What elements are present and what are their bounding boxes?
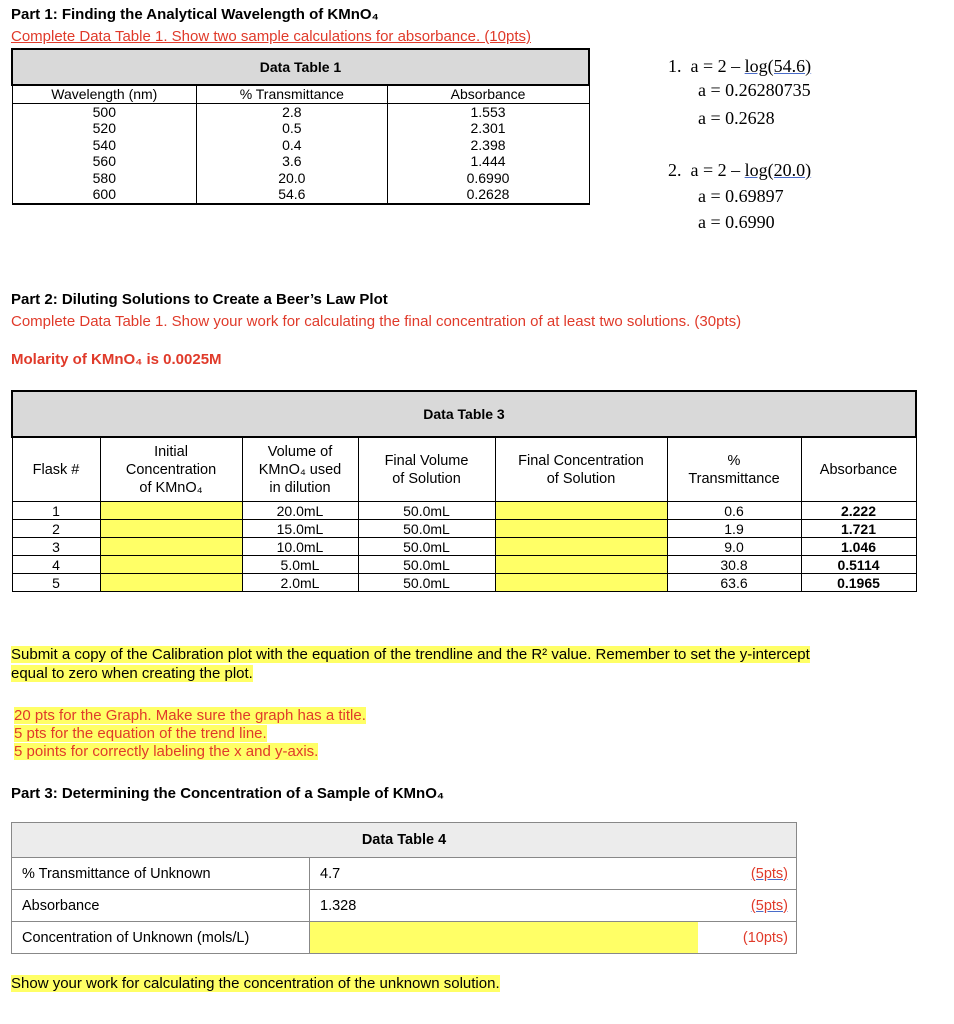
table-row bbox=[12, 538, 916, 556]
final-conc-input[interactable] bbox=[495, 574, 667, 592]
table1-cell: 0.4 bbox=[197, 137, 387, 154]
part1-heading: Part 1: Finding the Analytical Wavelength of KMnO₄ bbox=[11, 6, 379, 23]
initial-conc-input[interactable] bbox=[100, 520, 242, 538]
table-row bbox=[12, 502, 916, 520]
table-row bbox=[12, 137, 589, 154]
table3-header-final-conc: Final Concentration of Solution bbox=[495, 437, 667, 502]
table1-cell: 1.444 bbox=[387, 153, 589, 170]
unknown-concentration-input[interactable] bbox=[310, 922, 699, 954]
table4-points: (10pts) bbox=[698, 922, 797, 954]
sample-calculation-1 bbox=[668, 54, 811, 130]
table1-cell: 540 bbox=[12, 137, 197, 154]
submit-line-1: Submit a copy of the Calibration plot with the equation of the trendline and the R² value. Remember to set the y-intercept bbox=[11, 646, 810, 663]
data-table-1 bbox=[11, 48, 590, 205]
absorbance-cell: 2.222 bbox=[801, 502, 916, 520]
final-conc-input[interactable] bbox=[495, 502, 667, 520]
grading-points bbox=[14, 707, 366, 761]
molarity-note: Molarity of KMnO₄ is 0.0025M bbox=[11, 351, 222, 368]
table-row bbox=[12, 103, 589, 120]
table-row bbox=[12, 890, 797, 922]
table-row bbox=[12, 170, 589, 187]
absorbance-cell: 0.5114 bbox=[801, 556, 916, 574]
calc2-line3: a = 0.6990 bbox=[698, 212, 775, 232]
initial-conc-input[interactable] bbox=[100, 556, 242, 574]
table-row bbox=[12, 574, 916, 592]
table3-header-volume: Volume of KMnO₄ used in dilution bbox=[242, 437, 358, 502]
calc1-line2: a = 0.26280735 bbox=[698, 80, 811, 100]
table4-points: (5pts) bbox=[698, 890, 797, 922]
table4-label: Absorbance bbox=[12, 890, 310, 922]
table-row bbox=[12, 153, 589, 170]
table1-title: Data Table 1 bbox=[12, 49, 589, 85]
final-conc-input[interactable] bbox=[495, 520, 667, 538]
sample-calculation-2 bbox=[668, 158, 811, 234]
initial-conc-input[interactable] bbox=[100, 538, 242, 556]
final-volume-cell: 50.0mL bbox=[358, 556, 495, 574]
table4-points: (5pts) bbox=[698, 858, 797, 890]
table1-cell: 560 bbox=[12, 153, 197, 170]
table-row bbox=[12, 858, 797, 890]
flask-number: 3 bbox=[12, 538, 100, 556]
show-work-instruction bbox=[11, 975, 500, 992]
calc1-line1-prefix: a = 2 – bbox=[690, 56, 745, 76]
table-row bbox=[12, 922, 797, 954]
calc2-line2: a = 0.69897 bbox=[698, 186, 784, 206]
part3-heading: Part 3: Determining the Concentration of a Sample of KMnO₄ bbox=[11, 785, 445, 802]
table3-header-final-volume: Final Volume of Solution bbox=[358, 437, 495, 502]
table1-cell: 0.5 bbox=[197, 120, 387, 137]
table1-cell: 600 bbox=[12, 186, 197, 204]
submit-plot-instruction bbox=[11, 645, 941, 683]
calc2-line1-prefix: a = 2 – bbox=[690, 160, 745, 180]
volume-cell: 5.0mL bbox=[242, 556, 358, 574]
table1-header-wavelength: Wavelength (nm) bbox=[12, 85, 197, 103]
table-row bbox=[12, 520, 916, 538]
transmittance-cell: 0.6 bbox=[667, 502, 801, 520]
table3-title: Data Table 3 bbox=[12, 391, 916, 437]
flask-number: 2 bbox=[12, 520, 100, 538]
calc1-line3: a = 0.2628 bbox=[698, 108, 775, 128]
calc1-number: 1. bbox=[668, 56, 682, 76]
table4-value[interactable]: 4.7 bbox=[310, 858, 699, 890]
calc1-log: log(54.6) bbox=[744, 56, 812, 76]
grading-point: 20 pts for the Graph. Make sure the graph has a title. bbox=[14, 707, 366, 724]
table1-cell: 1.553 bbox=[387, 103, 589, 120]
flask-number: 5 bbox=[12, 574, 100, 592]
table1-header-absorbance: Absorbance bbox=[387, 85, 589, 103]
flask-number: 4 bbox=[12, 556, 100, 574]
data-table-4 bbox=[11, 822, 797, 954]
table3-header-initial-conc: Initial Concentration of KMnO₄ bbox=[100, 437, 242, 502]
calc2-number: 2. bbox=[668, 160, 682, 180]
transmittance-cell: 9.0 bbox=[667, 538, 801, 556]
initial-conc-input[interactable] bbox=[100, 574, 242, 592]
final-conc-input[interactable] bbox=[495, 538, 667, 556]
final-volume-cell: 50.0mL bbox=[358, 574, 495, 592]
table1-header-transmittance: % Transmittance bbox=[197, 85, 387, 103]
table3-header-transmittance: % Transmittance bbox=[667, 437, 801, 502]
table1-cell: 54.6 bbox=[197, 186, 387, 204]
volume-cell: 10.0mL bbox=[242, 538, 358, 556]
final-conc-input[interactable] bbox=[495, 556, 667, 574]
initial-conc-input[interactable] bbox=[100, 502, 242, 520]
grading-point: 5 pts for the equation of the trend line. bbox=[14, 725, 267, 742]
absorbance-cell: 1.046 bbox=[801, 538, 916, 556]
calc2-log: log(20.0) bbox=[744, 160, 812, 180]
data-table-3 bbox=[11, 390, 917, 592]
table4-label: Concentration of Unknown (mols/L) bbox=[12, 922, 310, 954]
table1-cell: 2.8 bbox=[197, 103, 387, 120]
table-row bbox=[12, 186, 589, 204]
table1-cell: 0.6990 bbox=[387, 170, 589, 187]
volume-cell: 20.0mL bbox=[242, 502, 358, 520]
table3-header-flask: Flask # bbox=[12, 437, 100, 502]
table4-value[interactable]: 1.328 bbox=[310, 890, 699, 922]
volume-cell: 2.0mL bbox=[242, 574, 358, 592]
table1-cell: 0.2628 bbox=[387, 186, 589, 204]
absorbance-cell: 0.1965 bbox=[801, 574, 916, 592]
grading-point: 5 points for correctly labeling the x and y-axis. bbox=[14, 743, 319, 760]
part1-instruction: Complete Data Table 1. Show two sample calculations for absorbance. (10pts) bbox=[11, 28, 531, 45]
flask-number: 1 bbox=[12, 502, 100, 520]
table4-label: % Transmittance of Unknown bbox=[12, 858, 310, 890]
table-row bbox=[12, 556, 916, 574]
transmittance-cell: 63.6 bbox=[667, 574, 801, 592]
table-row bbox=[12, 120, 589, 137]
table1-cell: 520 bbox=[12, 120, 197, 137]
table1-cell: 500 bbox=[12, 103, 197, 120]
show-work-text: Show your work for calculating the concentration of the unknown solution. bbox=[11, 975, 500, 992]
table1-cell: 3.6 bbox=[197, 153, 387, 170]
table1-cell: 20.0 bbox=[197, 170, 387, 187]
transmittance-cell: 30.8 bbox=[667, 556, 801, 574]
transmittance-cell: 1.9 bbox=[667, 520, 801, 538]
table1-cell: 2.398 bbox=[387, 137, 589, 154]
part2-instruction: Complete Data Table 1. Show your work for calculating the final concentration of at least two solutions. (30pts) bbox=[11, 313, 742, 330]
table1-cell: 2.301 bbox=[387, 120, 589, 137]
volume-cell: 15.0mL bbox=[242, 520, 358, 538]
table3-header-absorbance: Absorbance bbox=[801, 437, 916, 502]
table1-cell: 580 bbox=[12, 170, 197, 187]
final-volume-cell: 50.0mL bbox=[358, 538, 495, 556]
final-volume-cell: 50.0mL bbox=[358, 520, 495, 538]
table4-title: Data Table 4 bbox=[12, 823, 797, 858]
final-volume-cell: 50.0mL bbox=[358, 502, 495, 520]
part2-heading: Part 2: Diluting Solutions to Create a Beer’s Law Plot bbox=[11, 291, 388, 308]
absorbance-cell: 1.721 bbox=[801, 520, 916, 538]
submit-line-2: equal to zero when creating the plot. bbox=[11, 665, 253, 682]
